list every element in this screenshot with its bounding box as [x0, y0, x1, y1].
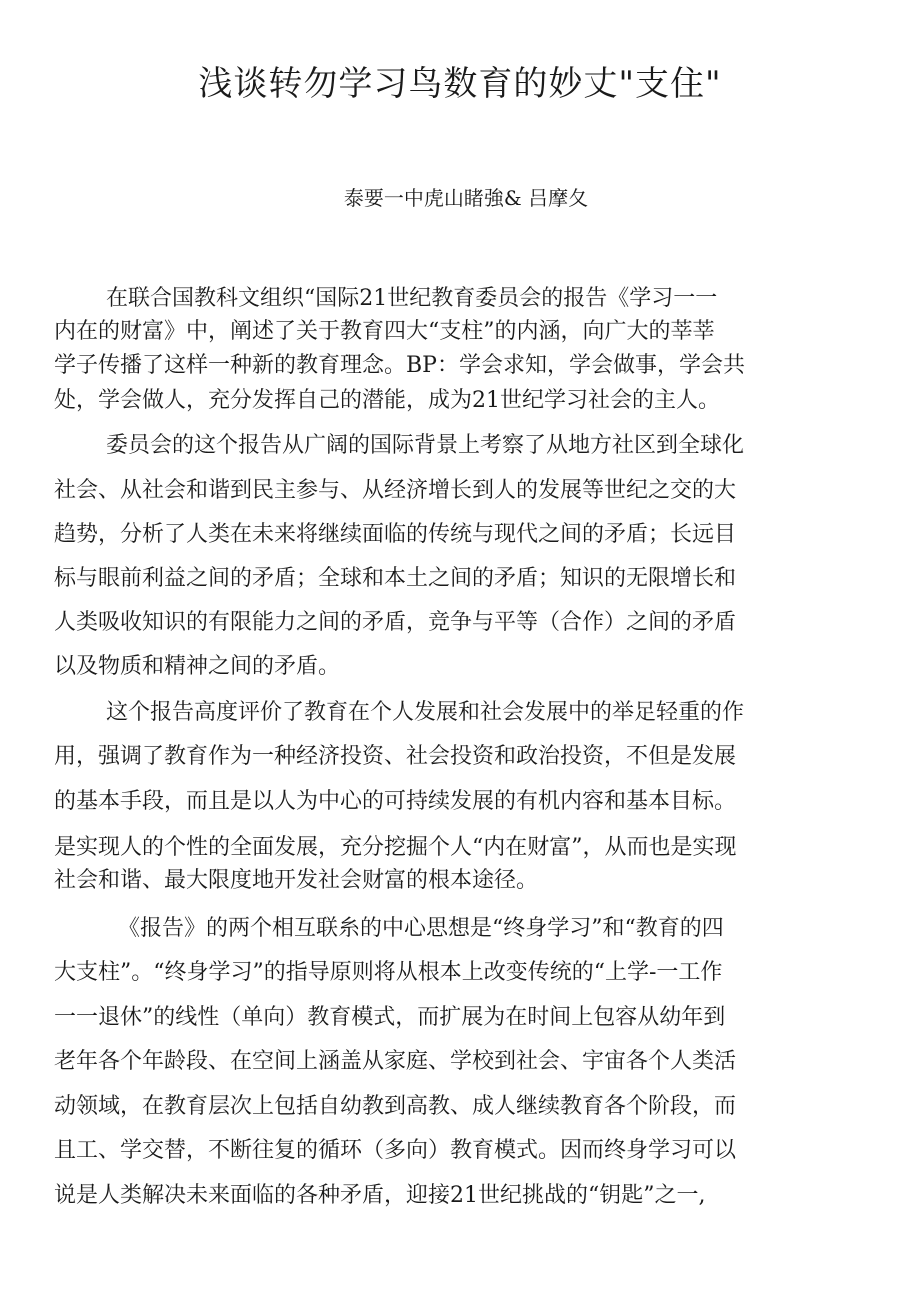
author-line: 泰要一中虎山睹強& 吕摩夂	[343, 186, 589, 210]
text-line: 社会、从社会和谐到民主参与、从经济增长到人的发展等世纪之交的大	[54, 478, 737, 503]
text-line: 用，强调了教育作为一种经济投资、社会投资和政治投资，不但是发展	[54, 744, 737, 769]
text-line: 一一退休”的线性（单向）教育模式，而扩展为在时间上包容从幼年到	[54, 1005, 726, 1030]
text-line: 老年各个年龄段、在空间上涵盖从家庭、学校到社会、宇宙各个人类活	[54, 1049, 737, 1074]
text-line: 《报告》的两个相互联糸的中心思想是“终身学习”和“教育的四	[118, 916, 724, 941]
text-line: 内在的财富》中，阐述了关于教育四大“支柱”的内涵，向广大的莘莘	[54, 319, 715, 344]
text-line: 委员会的这个报告从广阔的国际背景上考察了从地方社区到全球化	[106, 433, 745, 458]
text-line: 这个报告高度评价了教育在个人发展和社会发展中的举足轻重的作	[106, 700, 745, 725]
text-line: 在联合国教科文组织“国际21世纪教育委员会的报告《学习一一	[106, 286, 718, 311]
text-line: 社会和谐、最大限度地开发社会财富的根本途径。	[54, 868, 539, 893]
text-line: 学子传播了这样一种新的教育理念。BP：学会求知，学会做事，学会共	[54, 353, 745, 378]
document-title: 浅谈转勿学习鸟数育的妙丈"支住"	[198, 64, 722, 104]
text-line: 以及物质和精神之间的矛盾。	[54, 654, 341, 679]
text-line: 动领域，在教育层次上包括自幼教到高教、成人继续教育各个阶段，而	[54, 1094, 737, 1119]
text-line: 且工、学交替，不断往复的循环（多向）教育模式。因而终身学习可以	[54, 1138, 737, 1163]
text-line: 说是人类解决未来面临的各种矛盾，迎接21世纪挑战的“钥匙”之一,	[54, 1183, 706, 1208]
text-line: 大支柱”。“终身学习”的指导原则将从根本上改变传统的“上学-一工作	[54, 960, 723, 985]
text-line: 趋势，分析了人类在未来将继续面临的传统与现代之间的矛盾；长远目	[54, 522, 737, 547]
text-line: 是实现人的个性的全面发展，充分挖掘个人“内在财富”，从而也是实现	[54, 835, 737, 860]
text-line: 的基本手段，而且是以人为中心的可持续发展的有机内容和基本目标。	[54, 789, 737, 814]
text-line: 处，学会做人，充分发挥自己的潜能，成为21世纪学习社会的主人。	[54, 388, 720, 413]
text-line: 标与眼前利益之间的矛盾；全球和本土之间的矛盾；知识的无限增长和	[54, 566, 737, 591]
text-line: 人类吸收知识的有限能力之间的矛盾，竞争与平等（合作）之间的矛盾	[54, 610, 737, 635]
